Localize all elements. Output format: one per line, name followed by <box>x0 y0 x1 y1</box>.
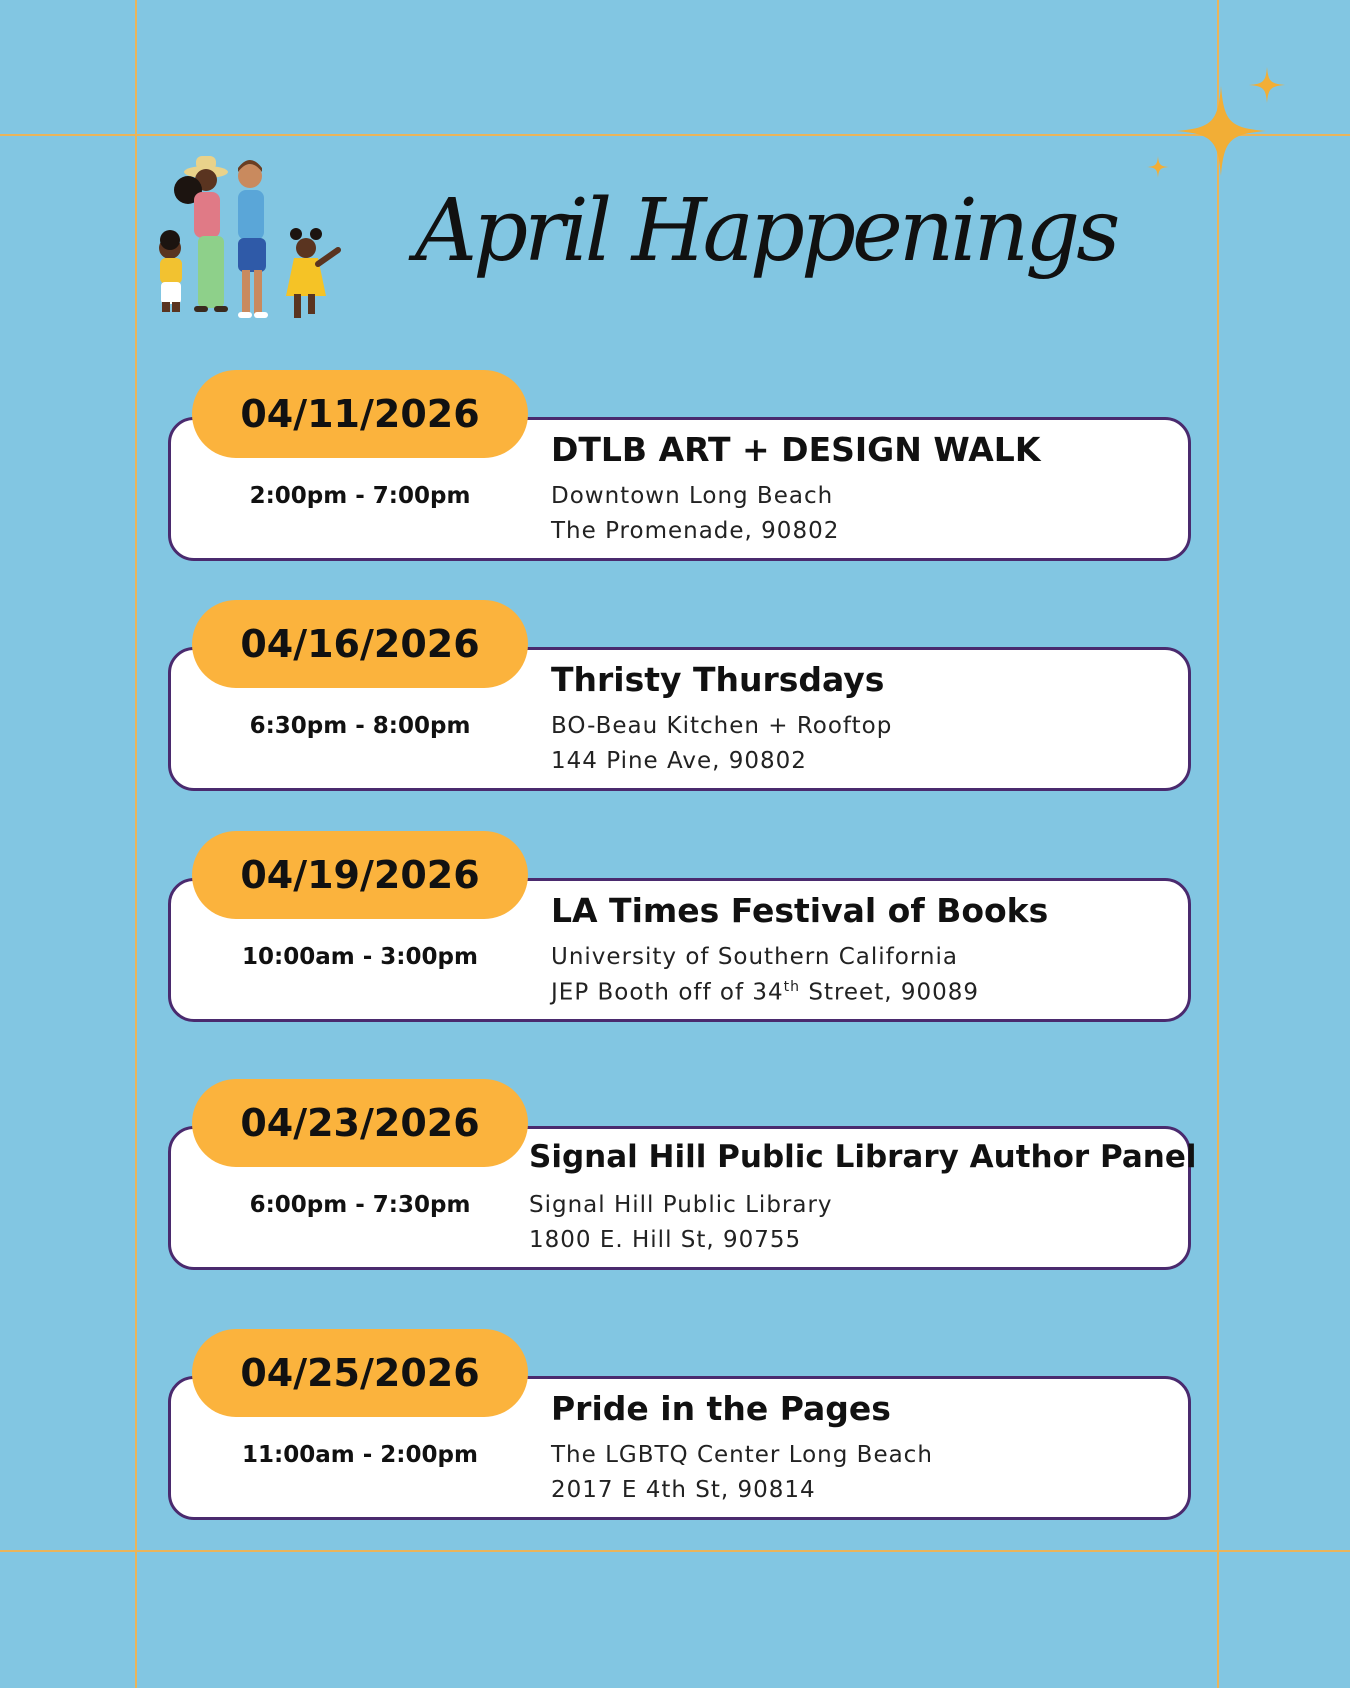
sparkle-icon <box>1147 156 1169 178</box>
event-card-5 <box>168 1329 1197 1503</box>
event-location: The LGBTQ Center Long Beach <box>551 1442 933 1468</box>
event-title: DTLB ART + DESIGN WALK <box>551 430 1041 469</box>
guide-line-bottom <box>0 1550 1350 1552</box>
guide-line-right <box>1217 0 1219 1688</box>
event-card-4 <box>168 1079 1197 1253</box>
guide-line-top <box>0 134 1350 136</box>
event-time: 2:00pm - 7:00pm <box>249 483 471 509</box>
event-date: 04/23/2026 <box>192 1079 528 1167</box>
event-card-3 <box>168 831 1197 1006</box>
event-time: 10:00am - 3:00pm <box>242 944 478 970</box>
event-date: 04/11/2026 <box>192 370 528 458</box>
event-address: 144 Pine Ave, 90802 <box>551 748 807 774</box>
event-time: 6:30pm - 8:00pm <box>249 713 471 739</box>
event-address-text: Street, 90089 <box>800 979 980 1006</box>
event-date: 04/25/2026 <box>192 1329 528 1417</box>
event-date: 04/19/2026 <box>192 831 528 919</box>
event-address: 1800 E. Hill St, 90755 <box>529 1227 802 1253</box>
event-address <box>551 979 979 1006</box>
event-address-ordinal: th <box>783 979 801 995</box>
event-location: Downtown Long Beach <box>551 483 834 509</box>
event-location: BO-Beau Kitchen + Rooftop <box>551 713 893 739</box>
event-address: The Promenade, 90802 <box>551 518 840 544</box>
family-illustration-icon <box>158 150 368 360</box>
event-card-2 <box>168 600 1197 774</box>
event-address-text: JEP Booth off of 34 <box>551 979 784 1006</box>
event-location: Signal Hill Public Library <box>529 1192 833 1218</box>
event-time: 6:00pm - 7:30pm <box>249 1192 471 1218</box>
event-time: 11:00am - 2:00pm <box>242 1442 478 1468</box>
event-location: University of Southern California <box>551 944 958 970</box>
sparkle-icon <box>1249 67 1285 103</box>
event-date: 04/16/2026 <box>192 600 528 688</box>
event-card-1 <box>168 370 1197 544</box>
event-title: Signal Hill Public Library Author Panel <box>529 1139 1197 1175</box>
event-title: Pride in the Pages <box>551 1389 891 1428</box>
event-title: Thristy Thursdays <box>551 660 885 699</box>
event-title: LA Times Festival of Books <box>551 891 1049 930</box>
event-address: 2017 E 4th St, 90814 <box>551 1477 816 1503</box>
guide-line-left <box>135 0 137 1688</box>
page-title: April Happenings <box>415 181 1117 281</box>
